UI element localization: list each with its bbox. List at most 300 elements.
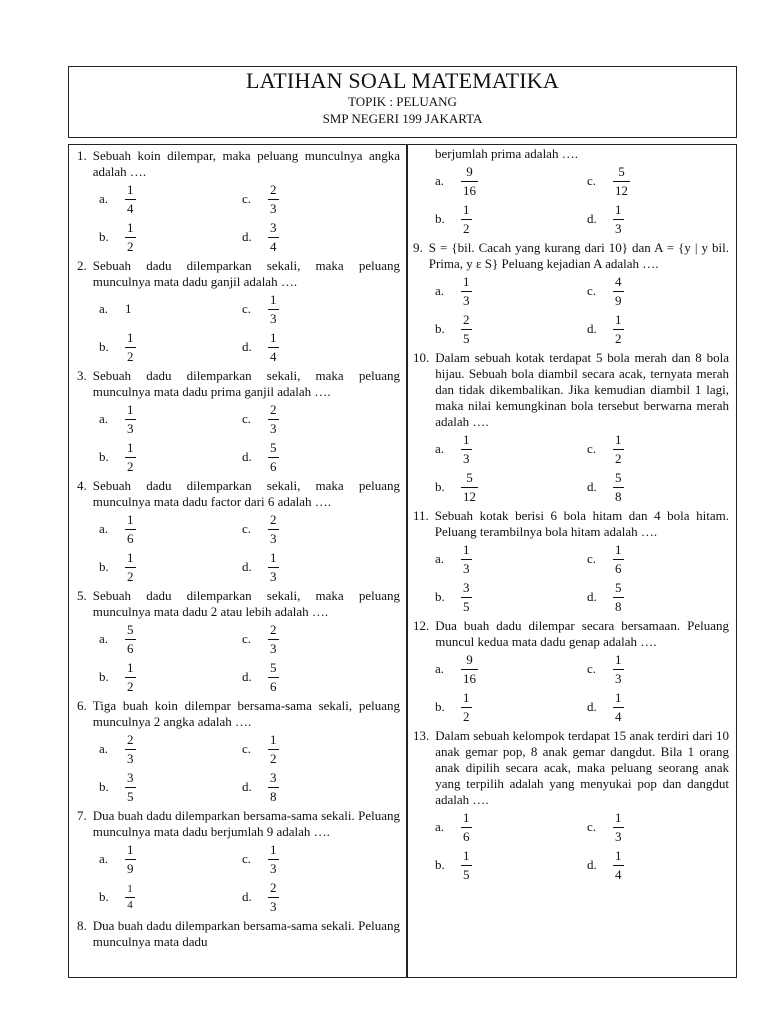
option-letter: c. [242, 521, 252, 536]
answer-option [435, 688, 587, 726]
option-letter: b. [99, 889, 109, 904]
option-letter: a. [435, 819, 445, 834]
question-text: Dua buah dadu dilemparkan bersama-sama sekali. Peluang munculnya mata dadu berjumlah 9 adalah …. [92, 808, 400, 839]
question-text: S = {bil. Cacah yang kurang dari 10} dan A = {y | y bil. Prima, y ε S} Peluang kejadian A adalah …. [428, 240, 729, 271]
fraction-numerator: 3 [270, 219, 277, 235]
fraction-denominator: 3 [270, 420, 277, 436]
question-number: 3. [77, 368, 87, 383]
answer-option [99, 438, 242, 476]
fraction [125, 884, 135, 911]
question [77, 698, 400, 730]
answer-options [99, 730, 400, 806]
fraction-numerator: 1 [270, 731, 277, 747]
fraction [268, 293, 279, 326]
fraction [268, 513, 279, 546]
fraction [613, 849, 624, 882]
fraction-numerator: 1 [127, 181, 134, 197]
fraction-numerator: 1 [270, 841, 277, 857]
fraction [461, 849, 472, 882]
question-number: 1. [77, 148, 87, 163]
answer-option [242, 328, 400, 366]
fraction [461, 165, 478, 198]
question-number: 13. [413, 728, 430, 743]
fraction [461, 691, 472, 724]
answer-option [435, 430, 587, 468]
option-letter: a. [435, 173, 445, 188]
answer-option [242, 290, 400, 328]
answer-option [587, 162, 729, 200]
answer-option [242, 510, 400, 548]
worksheet-title: LATIHAN SOAL MATEMATIKA [246, 68, 559, 93]
fraction-numerator: 5 [270, 659, 277, 675]
column-divider [406, 144, 408, 978]
fraction [613, 811, 624, 844]
fraction-denominator: 2 [127, 238, 134, 254]
answer-option [242, 658, 400, 696]
answer-option [435, 468, 587, 506]
fraction [268, 403, 279, 436]
option-letter: a. [435, 661, 445, 676]
option-letter: b. [99, 779, 109, 794]
answer-option [242, 840, 400, 878]
fraction-denominator: 5 [463, 330, 470, 346]
answer-option [435, 540, 587, 578]
fraction [613, 691, 624, 724]
option-letter: d. [587, 857, 597, 872]
fraction-denominator: 4 [125, 897, 135, 911]
fraction [461, 313, 472, 346]
fraction [613, 581, 624, 614]
answer-options [99, 840, 400, 916]
fraction-denominator: 4 [270, 348, 277, 364]
option-letter: a. [99, 411, 109, 426]
answer-option [435, 200, 587, 238]
fraction-numerator: 1 [463, 201, 470, 217]
fraction-numerator: 1 [615, 541, 622, 557]
answer-option [587, 430, 729, 468]
question [77, 258, 400, 290]
fraction [268, 733, 279, 766]
fraction-numerator: 1 [463, 689, 470, 705]
fraction-denominator: 5 [463, 598, 470, 614]
answer-option [242, 620, 400, 658]
answer-options [99, 290, 400, 366]
question-text: Dalam sebuah kelompok terdapat 15 anak terdiri dari 10 anak gemar pop, 8 anak gemar dangdut. Bila 1 orang anak dipilih secara acak, maka peluang seorang anak yang terpilih adalah yang menyukai pop dan dangdut adalah …. [435, 728, 729, 807]
fraction [268, 221, 279, 254]
fraction-denominator: 6 [127, 530, 134, 546]
fraction-numerator: 1 [615, 311, 622, 327]
fraction-denominator: 2 [615, 330, 622, 346]
fraction-denominator: 12 [615, 182, 628, 198]
fraction-denominator: 2 [615, 450, 622, 466]
question [77, 148, 400, 180]
fraction [613, 313, 624, 346]
option-letter: a. [435, 441, 445, 456]
answer-option [587, 272, 729, 310]
answer-option [242, 400, 400, 438]
fraction-denominator: 9 [127, 860, 134, 876]
fraction-numerator: 1 [463, 273, 470, 289]
fraction [125, 771, 136, 804]
option-letter: d. [242, 779, 252, 794]
question [77, 368, 400, 400]
option-letter: c. [587, 283, 597, 298]
question-text: Sebuah kotak berisi 6 bola hitam dan 4 bola hitam. Peluang terambilnya bola hitam adalah …. [434, 508, 729, 539]
answer-option [99, 548, 242, 586]
question [77, 918, 400, 950]
fraction-numerator: 2 [270, 511, 277, 527]
fraction-denominator: 6 [615, 560, 622, 576]
option-letter: a. [99, 631, 109, 646]
fraction [613, 275, 624, 308]
option-letter: c. [242, 191, 252, 206]
fraction-numerator: 9 [466, 651, 473, 667]
fraction [461, 581, 472, 614]
left-column [77, 146, 400, 950]
option-letter: d. [242, 669, 252, 684]
fraction-numerator: 2 [270, 879, 277, 895]
option-letter: c. [242, 301, 252, 316]
right-column [413, 146, 729, 884]
fraction-numerator: 1 [463, 431, 470, 447]
option-letter: c. [242, 411, 252, 426]
fraction [461, 275, 472, 308]
fraction-numerator: 1 [615, 689, 622, 705]
option-letter: c. [242, 631, 252, 646]
answer-option [99, 180, 242, 218]
fraction [268, 441, 279, 474]
fraction-denominator: 9 [615, 292, 622, 308]
answer-options [99, 620, 400, 696]
fraction [613, 433, 624, 466]
fraction-denominator: 12 [463, 488, 476, 504]
fraction-numerator: 3 [463, 579, 470, 595]
answer-options [435, 540, 729, 616]
fraction-numerator: 2 [270, 401, 277, 417]
answer-options [435, 430, 729, 506]
answer-options [99, 400, 400, 476]
option-letter: c. [587, 661, 597, 676]
fraction [461, 543, 472, 576]
fraction-numerator: 1 [127, 882, 133, 895]
fraction [613, 543, 624, 576]
fraction [613, 653, 624, 686]
fraction-numerator: 2 [270, 621, 277, 637]
fraction [125, 843, 136, 876]
question [77, 588, 400, 620]
option-letter: d. [587, 589, 597, 604]
question-number: 2. [77, 258, 87, 273]
question-text: Sebuah dadu dilemparkan sekali, maka peluang munculnya mata dadu prima ganjil adalah …. [92, 368, 400, 399]
fraction-denominator: 3 [463, 450, 470, 466]
fraction [125, 513, 136, 546]
option-letter: b. [435, 321, 445, 336]
fraction-denominator: 6 [270, 458, 277, 474]
option-letter: d. [242, 339, 252, 354]
fraction [461, 653, 478, 686]
option-value: 1 [125, 301, 132, 316]
option-letter: d. [587, 321, 597, 336]
fraction-numerator: 5 [127, 621, 134, 637]
answer-option [435, 578, 587, 616]
fraction-numerator: 1 [615, 651, 622, 667]
fraction-denominator: 8 [615, 598, 622, 614]
fraction-numerator: 1 [270, 291, 277, 307]
answer-option [242, 730, 400, 768]
fraction-numerator: 9 [466, 163, 473, 179]
answer-option [99, 878, 242, 916]
option-letter: b. [99, 669, 109, 684]
option-letter: d. [242, 559, 252, 574]
fraction-denominator: 3 [463, 560, 470, 576]
fraction-denominator: 6 [270, 678, 277, 694]
fraction [268, 551, 279, 584]
answer-option [435, 846, 587, 884]
answer-option [587, 808, 729, 846]
fraction-denominator: 6 [463, 828, 470, 844]
fraction-numerator: 1 [127, 439, 134, 455]
fraction-numerator: 5 [270, 439, 277, 455]
question-text: Dalam sebuah kotak terdapat 5 bola merah dan 8 bola hijau. Sebuah bola diambil secara acak, ternyata merah dan tidak dikembalikan. Jika kemudian diambil 1 lagi, maka nilai kemungkinan bola tersebut berwarna merah adalah …. [435, 350, 729, 429]
fraction-numerator: 1 [127, 549, 134, 565]
option-letter: d. [587, 699, 597, 714]
fraction-numerator: 1 [615, 847, 622, 863]
answer-option [435, 272, 587, 310]
answer-option [242, 218, 400, 256]
fraction-denominator: 5 [463, 866, 470, 882]
fraction-numerator: 1 [127, 329, 134, 345]
fraction-denominator: 8 [270, 788, 277, 804]
fraction-denominator: 16 [463, 182, 476, 198]
answer-option [99, 620, 242, 658]
fraction-denominator: 3 [615, 220, 622, 236]
question-number: 4. [77, 478, 87, 493]
fraction [461, 811, 472, 844]
question-number: 8. [77, 918, 87, 933]
question-number: 10. [413, 350, 430, 365]
question-text: Sebuah koin dilempar, maka peluang munculnya angka adalah …. [92, 148, 400, 179]
fraction-numerator: 1 [127, 219, 134, 235]
fraction-numerator: 2 [463, 311, 470, 327]
fraction-denominator: 2 [463, 220, 470, 236]
fraction-denominator: 4 [270, 238, 277, 254]
fraction-numerator: 4 [615, 273, 622, 289]
question-number: 6. [77, 698, 87, 713]
fraction-numerator: 1 [127, 659, 134, 675]
question-number: 9. [413, 240, 423, 255]
fraction [268, 331, 279, 364]
fraction-numerator: 5 [615, 469, 622, 485]
answer-option [587, 650, 729, 688]
fraction-numerator: 1 [127, 401, 134, 417]
fraction-denominator: 2 [127, 458, 134, 474]
fraction-denominator: 2 [463, 708, 470, 724]
fraction-denominator: 4 [615, 866, 622, 882]
question [413, 350, 729, 430]
option-letter: c. [587, 551, 597, 566]
question [413, 508, 729, 540]
option-letter: a. [99, 191, 109, 206]
option-letter: c. [587, 819, 597, 834]
option-letter: b. [435, 211, 445, 226]
fraction-denominator: 3 [463, 292, 470, 308]
fraction-denominator: 5 [127, 788, 134, 804]
fraction-numerator: 1 [615, 809, 622, 825]
option-letter: d. [242, 889, 252, 904]
question [413, 240, 729, 272]
question-text: Tiga buah koin dilempar bersama-sama sekali, peluang munculnya 2 angka adalah …. [92, 698, 400, 729]
fraction-numerator: 5 [615, 579, 622, 595]
option-letter: d. [242, 449, 252, 464]
answer-option [242, 180, 400, 218]
fraction-numerator: 1 [127, 841, 134, 857]
fraction-denominator: 2 [270, 750, 277, 766]
option-letter: a. [99, 851, 109, 866]
answer-options [435, 650, 729, 726]
fraction-denominator: 3 [270, 568, 277, 584]
fraction-numerator: 1 [463, 541, 470, 557]
option-letter: b. [435, 479, 445, 494]
fraction-denominator: 2 [127, 348, 134, 364]
fraction-denominator: 8 [615, 488, 622, 504]
fraction-numerator: 3 [127, 769, 134, 785]
fraction [125, 441, 136, 474]
fraction-numerator: 5 [618, 163, 625, 179]
fraction [125, 661, 136, 694]
fraction-numerator: 1 [463, 809, 470, 825]
worksheet-header [68, 66, 737, 138]
fraction-denominator: 3 [270, 310, 277, 326]
question [413, 618, 729, 650]
fraction-numerator: 1 [270, 549, 277, 565]
question-text: Dua buah dadu dilemparkan bersama-sama sekali. Peluang munculnya mata dadu [92, 918, 400, 949]
fraction [125, 733, 136, 766]
answer-option [99, 840, 242, 878]
fraction-numerator: 1 [463, 847, 470, 863]
option-letter: d. [587, 479, 597, 494]
option-letter: a. [99, 521, 109, 536]
fraction [125, 183, 136, 216]
answer-options [435, 162, 729, 238]
fraction-numerator: 2 [127, 731, 134, 747]
fraction-denominator: 2 [127, 568, 134, 584]
question-text: Dua buah dadu dilempar secara bersamaan. Peluang muncul kedua mata dadu genap adalah …. [435, 618, 729, 649]
option-letter: b. [99, 559, 109, 574]
fraction [125, 623, 136, 656]
answer-options [435, 808, 729, 884]
fraction-numerator: 1 [127, 511, 134, 527]
fraction [268, 771, 279, 804]
option-letter: b. [435, 857, 445, 872]
option-letter: d. [242, 229, 252, 244]
fraction-numerator: 1 [270, 329, 277, 345]
answer-option [242, 438, 400, 476]
fraction-numerator: 3 [270, 769, 277, 785]
option-letter: a. [99, 301, 109, 316]
fraction [613, 203, 624, 236]
option-letter: a. [435, 283, 445, 298]
answer-option [587, 310, 729, 348]
fraction [125, 221, 136, 254]
fraction-denominator: 3 [270, 898, 277, 914]
fraction [461, 471, 478, 504]
fraction [268, 843, 279, 876]
answer-option [242, 548, 400, 586]
answer-options [435, 272, 729, 348]
question [77, 808, 400, 840]
question-text-continued: berjumlah prima adalah …. [435, 146, 578, 161]
answer-option [435, 162, 587, 200]
answer-option [242, 878, 400, 916]
answer-option [99, 218, 242, 256]
answer-option [99, 658, 242, 696]
answer-option [435, 808, 587, 846]
answer-option [99, 730, 242, 768]
option-letter: c. [242, 741, 252, 756]
fraction-denominator: 4 [615, 708, 622, 724]
answer-option [587, 540, 729, 578]
fraction [268, 661, 279, 694]
question-text: Sebuah dadu dilemparkan sekali, maka peluang munculnya mata dadu factor dari 6 adalah …. [92, 478, 400, 509]
question-number: 5. [77, 588, 87, 603]
option-letter: b. [99, 449, 109, 464]
fraction [268, 881, 279, 914]
answer-option [99, 290, 242, 328]
answer-option [587, 578, 729, 616]
question-number: 11. [413, 508, 429, 523]
question [413, 728, 729, 808]
option-letter: b. [435, 589, 445, 604]
option-letter: b. [435, 699, 445, 714]
option-letter: b. [99, 339, 109, 354]
answer-option [242, 768, 400, 806]
fraction-numerator: 1 [615, 201, 622, 217]
answer-option [99, 768, 242, 806]
answer-option [587, 688, 729, 726]
answer-option [587, 846, 729, 884]
school-name: SMP NEGERI 199 JAKARTA [322, 111, 483, 126]
fraction [461, 433, 472, 466]
topic-label: TOPIK : PELUANG [348, 94, 457, 109]
answer-options [99, 510, 400, 586]
answer-option [99, 328, 242, 366]
fraction-denominator: 3 [270, 860, 277, 876]
answer-option [587, 200, 729, 238]
answer-options [99, 180, 400, 256]
fraction-denominator: 3 [127, 420, 134, 436]
question-number: 12. [413, 618, 430, 633]
question-number: 7. [77, 808, 87, 823]
option-letter: a. [435, 551, 445, 566]
option-letter: c. [587, 173, 597, 188]
option-letter: c. [242, 851, 252, 866]
question [77, 478, 400, 510]
fraction-denominator: 3 [270, 530, 277, 546]
fraction [268, 623, 279, 656]
fraction [125, 551, 136, 584]
question-text: Sebuah dadu dilemparkan sekali, maka peluang munculnya mata dadu ganjil adalah …. [92, 258, 400, 289]
fraction [125, 331, 136, 364]
option-letter: d. [587, 211, 597, 226]
option-letter: b. [99, 229, 109, 244]
fraction-denominator: 3 [127, 750, 134, 766]
fraction-denominator: 3 [270, 200, 277, 216]
fraction-denominator: 4 [127, 200, 134, 216]
answer-option [99, 400, 242, 438]
fraction-numerator: 2 [270, 181, 277, 197]
answer-option [99, 510, 242, 548]
fraction [613, 471, 624, 504]
